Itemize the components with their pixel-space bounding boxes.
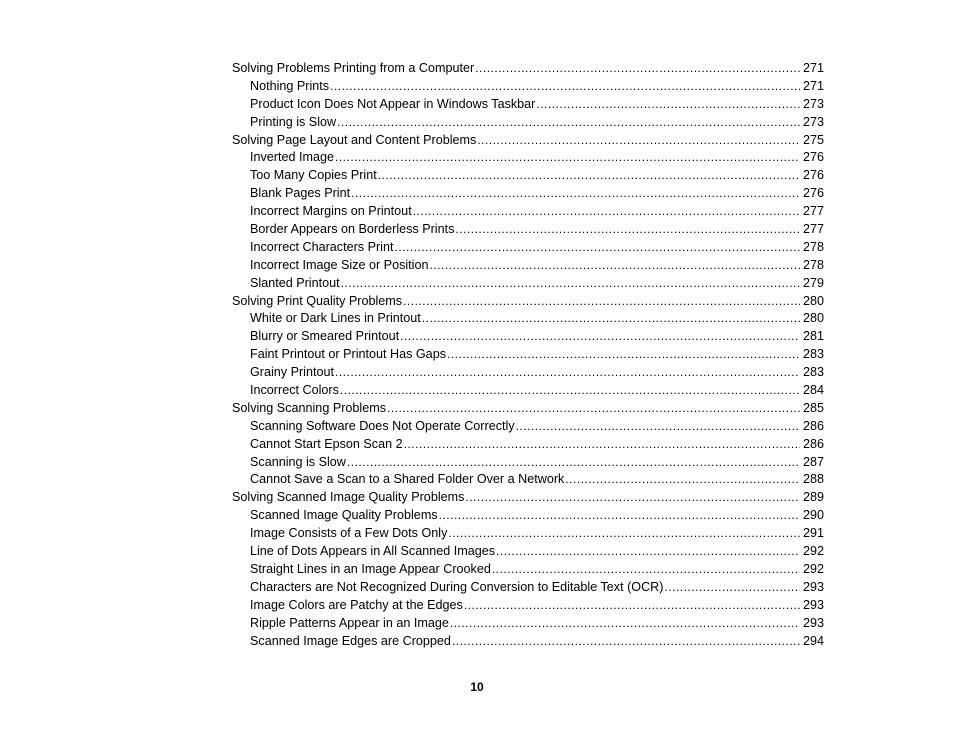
dot-leader	[340, 382, 800, 400]
toc-entry[interactable]	[232, 149, 824, 167]
toc-entry-page[interactable]: 285	[802, 400, 824, 415]
toc-entry-title[interactable]: Incorrect Image Size or Position	[250, 257, 429, 272]
toc-entry-title[interactable]: Product Icon Does Not Appear in Windows Taskbar	[250, 96, 536, 111]
dot-leader	[387, 400, 800, 418]
dot-leader	[477, 132, 800, 150]
toc-entry[interactable]	[232, 114, 824, 132]
toc-entry-page[interactable]: 277	[802, 204, 824, 219]
toc-entry[interactable]	[232, 239, 824, 257]
toc-entry[interactable]	[232, 185, 824, 203]
toc-entry-page[interactable]: 286	[802, 436, 824, 451]
toc-entry[interactable]	[232, 382, 824, 400]
dot-leader	[430, 257, 800, 275]
toc-entry-page[interactable]: 273	[802, 96, 824, 111]
dot-leader	[404, 436, 800, 454]
toc-entry-page[interactable]: 278	[802, 257, 824, 272]
toc-entry-page[interactable]: 273	[802, 114, 824, 129]
dot-leader	[448, 525, 800, 543]
table-of-contents	[232, 60, 824, 650]
toc-entry-title[interactable]: Grainy Printout	[250, 365, 334, 380]
toc-entry-title[interactable]: Cannot Save a Scan to a Shared Folder Over a Network	[250, 472, 565, 487]
toc-entry-title[interactable]: Line of Dots Appears in All Scanned Images	[250, 544, 496, 559]
dot-leader	[394, 239, 800, 257]
toc-entry-title[interactable]: Incorrect Margins on Printout	[250, 204, 412, 219]
toc-entry-title[interactable]: Too Many Copies Print	[250, 168, 377, 183]
toc-entry-page[interactable]: 280	[802, 293, 824, 308]
dot-leader	[400, 328, 800, 346]
dot-leader	[335, 149, 800, 167]
toc-entry-page[interactable]: 278	[802, 239, 824, 254]
toc-entry[interactable]	[232, 507, 824, 525]
toc-entry-page[interactable]: 293	[802, 579, 824, 594]
toc-entry[interactable]	[232, 525, 824, 543]
toc-entry[interactable]	[232, 579, 824, 597]
dot-leader	[341, 275, 800, 293]
toc-entry-page[interactable]: 271	[802, 78, 824, 93]
dot-leader	[347, 454, 800, 472]
toc-entry-page[interactable]: 294	[802, 633, 824, 648]
dot-leader	[452, 633, 800, 651]
dot-leader	[447, 346, 800, 364]
toc-entry-page[interactable]: 283	[802, 347, 824, 362]
toc-entry[interactable]	[232, 597, 824, 615]
toc-entry-title[interactable]: Scanning is Slow	[250, 454, 346, 469]
toc-entry-page[interactable]: 276	[802, 186, 824, 201]
dot-leader	[439, 507, 800, 525]
toc-entry[interactable]	[232, 78, 824, 96]
toc-entry[interactable]	[232, 454, 824, 472]
toc-entry[interactable]	[232, 543, 824, 561]
toc-entry-page[interactable]: 292	[802, 561, 824, 576]
dot-leader	[492, 561, 800, 579]
toc-entry-title[interactable]: Border Appears on Borderless Prints	[250, 222, 455, 237]
dot-leader	[337, 114, 800, 132]
toc-entry-title[interactable]: Slanted Printout	[250, 275, 340, 290]
toc-entry-title[interactable]: Solving Scanning Problems	[232, 400, 387, 415]
toc-entry-title[interactable]: Inverted Image	[250, 150, 335, 165]
dot-leader	[330, 78, 800, 96]
toc-entry-page[interactable]: 280	[802, 311, 824, 326]
toc-entry[interactable]	[232, 489, 824, 507]
toc-entry-title[interactable]: White or Dark Lines in Printout	[250, 311, 421, 326]
toc-entry[interactable]	[232, 346, 824, 364]
toc-entry-title[interactable]: Image Consists of a Few Dots Only	[250, 526, 448, 541]
toc-entry-page[interactable]: 271	[802, 61, 824, 75]
dot-leader	[565, 471, 800, 489]
toc-entry[interactable]	[232, 60, 824, 78]
toc-entry-title[interactable]: Image Colors are Patchy at the Edges	[250, 597, 463, 612]
toc-entry[interactable]	[232, 364, 824, 382]
dot-leader	[335, 364, 800, 382]
toc-entry-title[interactable]: Blank Pages Print	[250, 186, 351, 201]
toc-entry-title[interactable]: Solving Problems Printing from a Computer	[232, 61, 475, 75]
toc-entry-title[interactable]: Ripple Patterns Appear in an Image	[250, 615, 449, 630]
dot-leader	[496, 543, 800, 561]
dot-leader	[536, 96, 800, 114]
dot-leader	[455, 221, 800, 239]
toc-entry-title[interactable]: Solving Page Layout and Content Problems	[232, 132, 477, 147]
toc-entry[interactable]	[232, 436, 824, 454]
toc-entry[interactable]	[232, 471, 824, 489]
toc-entry-title[interactable]: Cannot Start Epson Scan 2	[250, 436, 403, 451]
toc-entry[interactable]	[232, 275, 824, 293]
toc-entry[interactable]	[232, 293, 824, 311]
dot-leader	[664, 579, 800, 597]
toc-entry-page[interactable]: 284	[802, 383, 824, 398]
toc-entry-title[interactable]: Incorrect Characters Print	[250, 239, 394, 254]
toc-entry-page[interactable]: 283	[802, 365, 824, 380]
toc-entry[interactable]	[232, 310, 824, 328]
toc-entry[interactable]	[232, 615, 824, 633]
toc-entry[interactable]	[232, 400, 824, 418]
toc-entry[interactable]	[232, 221, 824, 239]
dot-leader	[378, 167, 800, 185]
toc-entry-page[interactable]: 287	[802, 454, 824, 469]
dot-leader	[403, 293, 800, 311]
toc-entry-page[interactable]: 289	[802, 490, 824, 505]
toc-entry[interactable]	[232, 257, 824, 275]
toc-entry-page[interactable]: 286	[802, 418, 824, 433]
toc-entry-title[interactable]: Characters are Not Recognized During Conversion to Editable Text (OCR)	[250, 579, 664, 594]
toc-entry-page[interactable]: 275	[802, 132, 824, 147]
page-number: 10	[470, 680, 484, 694]
dot-leader	[450, 615, 800, 633]
toc-entry-page[interactable]: 276	[802, 168, 824, 183]
toc-entry-title[interactable]: Nothing Prints	[250, 78, 330, 93]
dot-leader	[422, 310, 800, 328]
toc-entry-page[interactable]: 277	[802, 222, 824, 237]
dot-leader	[516, 418, 800, 436]
dot-leader	[351, 185, 800, 203]
toc-entry-title[interactable]: Scanning Software Does Not Operate Correctly	[250, 418, 515, 433]
toc-entry[interactable]	[232, 203, 824, 221]
toc-entry[interactable]	[232, 328, 824, 346]
toc-entry-page[interactable]: 279	[802, 275, 824, 290]
toc-entry-page[interactable]: 293	[802, 597, 824, 612]
toc-entry-title[interactable]: Blurry or Smeared Printout	[250, 329, 400, 344]
dot-leader	[475, 60, 800, 78]
toc-entry[interactable]	[232, 167, 824, 185]
toc-entry-page[interactable]: 292	[802, 544, 824, 559]
toc-entry-page[interactable]: 281	[802, 329, 824, 344]
toc-entry-page[interactable]: 288	[802, 472, 824, 487]
dot-leader	[465, 489, 800, 507]
toc-entry[interactable]	[232, 96, 824, 114]
toc-entry[interactable]	[232, 561, 824, 579]
toc-entry-title[interactable]: Scanned Image Edges are Cropped	[250, 633, 451, 648]
toc-entry[interactable]	[232, 633, 824, 651]
toc-entry[interactable]	[232, 132, 824, 150]
toc-entry-title[interactable]: Faint Printout or Printout Has Gaps	[250, 347, 446, 362]
toc-entry-page[interactable]: 276	[802, 150, 824, 165]
toc-entry-title[interactable]: Scanned Image Quality Problems	[250, 508, 438, 523]
toc-entry-page[interactable]: 293	[802, 615, 824, 630]
dot-leader	[464, 597, 800, 615]
toc-entry-title[interactable]: Solving Print Quality Problems	[232, 293, 403, 308]
dot-leader	[413, 203, 800, 221]
toc-entry-title[interactable]: Incorrect Colors	[250, 383, 339, 398]
toc-entry-title[interactable]: Printing is Slow	[250, 114, 337, 129]
toc-entry-title[interactable]: Solving Scanned Image Quality Problems	[232, 490, 465, 505]
toc-entry-page[interactable]: 291	[802, 526, 824, 541]
toc-entry-title[interactable]: Straight Lines in an Image Appear Crooked	[250, 561, 491, 576]
toc-entry[interactable]	[232, 418, 824, 436]
toc-entry-page[interactable]: 290	[802, 508, 824, 523]
